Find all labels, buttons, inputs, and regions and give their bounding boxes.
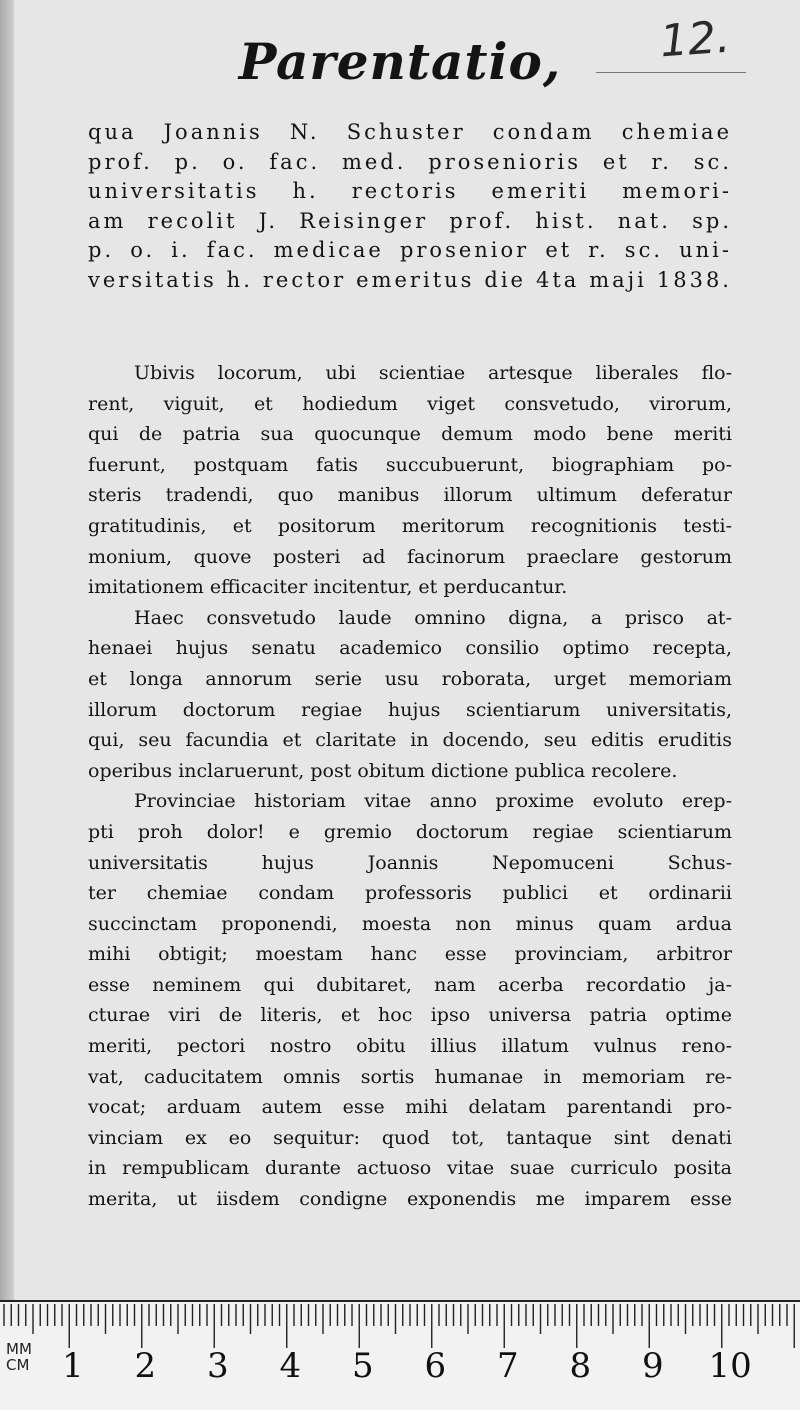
ruler-number: 9	[642, 1346, 664, 1386]
heading-block	[88, 118, 732, 295]
body-line: et longa annorum serie usu roborata, urget memoriam	[88, 667, 732, 690]
body-line: Haec consvetudo laude omnino digna, a prisco at-	[134, 606, 732, 629]
body-line: in rempublicam durante actuoso vitae suae curriculo posita	[88, 1157, 732, 1180]
body-line: Ubivis locorum, ubi scientiae artesque liberales flo-	[134, 362, 732, 384]
body-line: meriti, pectori nostro obitu illius illatum vulnus reno-	[88, 1035, 732, 1058]
body-line: succinctam proponendi, moesta non minus quam ardua	[88, 912, 732, 935]
document-title: Parentatio,	[238, 32, 562, 91]
ruler-label-cm: CM	[6, 1356, 30, 1374]
body-text	[88, 358, 732, 1215]
body-line: monium, quove posteri ad facinorum praeclare gestorum	[88, 545, 732, 568]
ruler-number: 1	[62, 1346, 84, 1386]
body-line: imitationem efficaciter incitentur, et perducantur.	[88, 576, 568, 599]
ruler-label-mm: MM	[6, 1340, 32, 1358]
body-line: Provinciae historiam vitae anno proxime evoluto erep-	[134, 790, 732, 813]
ruler-number: 3	[207, 1346, 229, 1386]
body-line: merita, ut iisdem condigne exponendis me imparem esse	[88, 1188, 732, 1211]
measuring-ruler	[0, 1300, 800, 1410]
body-line: rent, viguit, et hodiedum viget consvetudo, virorum,	[88, 392, 732, 415]
body-line: steris tradendi, quo manibus illorum ultimum deferatur	[88, 484, 732, 507]
ruler-number: 8	[569, 1346, 592, 1386]
heading-line: qua Joannis N. Schuster condam chemiae	[88, 120, 732, 144]
heading-line: am recolit J. Reisinger prof. hist. nat. sp.	[88, 208, 732, 233]
ruler-number: 4	[279, 1346, 302, 1386]
ruler-ticks	[0, 1302, 800, 1410]
body-line: qui, seu facundia et claritate in docendo, seu editis eruditis	[88, 729, 732, 752]
body-line: ter chemiae condam professoris publici et ordinarii	[88, 882, 732, 905]
body-line: vinciam ex eo sequitur: quod tot, tantaque sint denati	[88, 1126, 732, 1149]
body-line: henaei hujus senatu academico consilio optimo recepta,	[88, 637, 732, 660]
handwritten-page-number: 12.	[658, 11, 732, 68]
body-line: esse neminem qui dubitaret, nam acerba recordatio ja-	[88, 973, 732, 996]
heading-line: versitatis h. rector emeritus die 4ta maji 1838.	[88, 267, 732, 292]
body-line: fuerunt, postquam fatis succubuerunt, biographiam po-	[88, 453, 732, 476]
body-line: gratitudinis, et positorum meritorum recognitionis testi-	[88, 514, 732, 537]
body-line: mihi obtigit; moestam hanc esse provinciam, arbitror	[88, 943, 732, 966]
body-line: universitatis hujus Joannis Nepomuceni Schus-	[88, 851, 732, 874]
heading-line: prof. p. o. fac. med. prosenioris et r. sc.	[88, 149, 732, 174]
heading-line: p. o. i. fac. medicae prosenior et r. sc. uni-	[88, 238, 732, 262]
ruler-number: 6	[424, 1346, 447, 1386]
ruler-number: 7	[497, 1346, 519, 1386]
title-rule	[596, 72, 746, 73]
body-line: cturae viri de literis, et hoc ipso universa patria optime	[88, 1004, 732, 1027]
ruler-number: 5	[352, 1346, 374, 1386]
body-line: vocat; arduam autem esse mihi delatam parentandi pro-	[88, 1096, 732, 1119]
body-line: illorum doctorum regiae hujus scientiarum universitatis,	[88, 698, 732, 721]
body-line: pti proh dolor! e gremio doctorum regiae scientiarum	[88, 820, 732, 843]
heading-line: universitatis h. rectoris emeriti memori-	[88, 179, 732, 203]
body-line: operibus inclaruerunt, post obitum dictione publica recolere.	[88, 759, 678, 782]
ruler-number: 2	[134, 1346, 157, 1386]
page-edge-shadow	[0, 0, 14, 1300]
ruler-number: 10	[708, 1346, 752, 1386]
body-line: qui de patria sua quocunque demum modo bene meriti	[88, 423, 732, 446]
body-line: vat, caducitatem omnis sortis humanae in memoriam re-	[88, 1065, 732, 1088]
